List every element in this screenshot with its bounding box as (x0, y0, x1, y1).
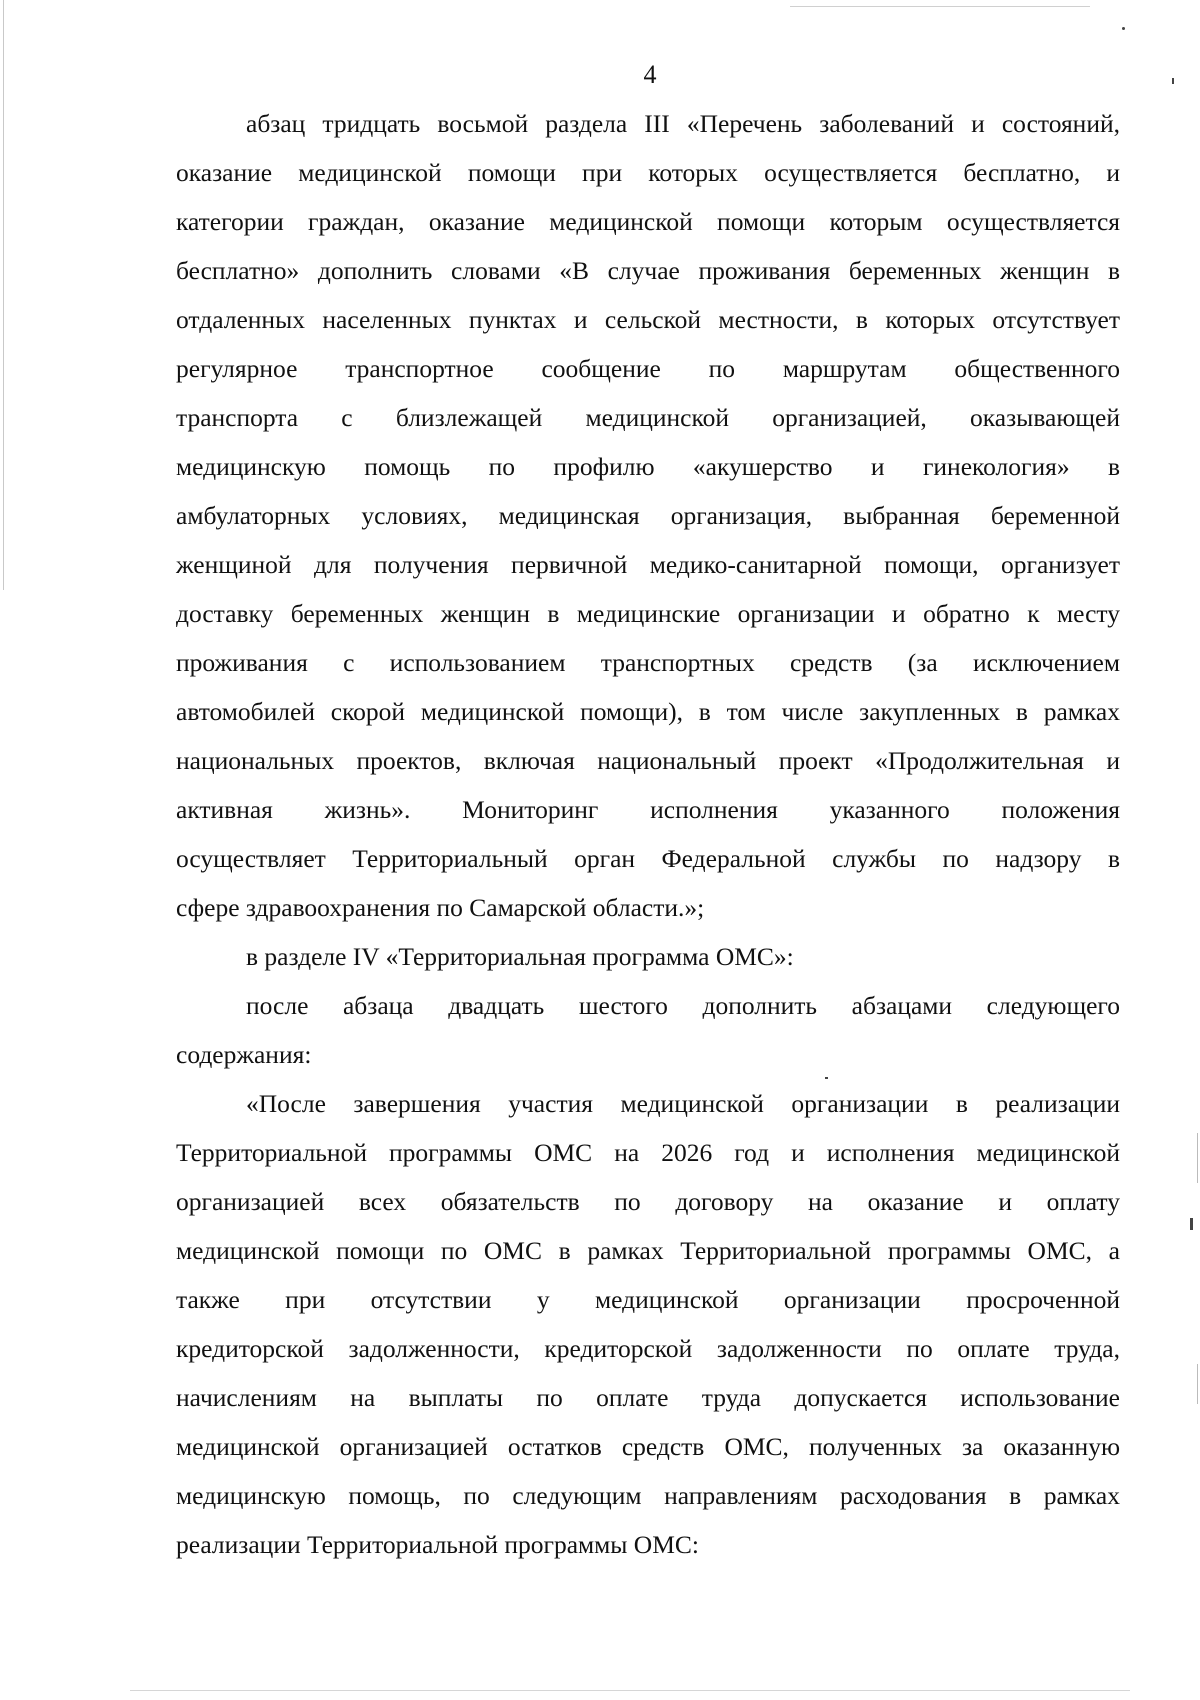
text-line: в разделе IV «Территориальная программа ОМС»: (246, 942, 794, 971)
text-line: категории граждан, оказание медицинской помощи которым осуществляется (176, 207, 1120, 236)
text-line: «После завершения участия медицинской организации в реализации (246, 1089, 1120, 1118)
text-line: медицинскую помощь, по следующим направлениям расходования в рамках (176, 1481, 1120, 1510)
page-number: 4 (643, 60, 657, 89)
text-line: отдаленных населенных пунктах и сельской местности, в которых отсутствует (176, 305, 1120, 334)
text-line: содержания: (176, 1040, 312, 1069)
text-line: начислениям на выплаты по оплате труда допускается использование (176, 1383, 1120, 1412)
text-line: кредиторской задолженности, кредиторской задолженности по оплате труда, (176, 1334, 1120, 1363)
text-line: автомобилей скорой медицинской помощи), в том числе закупленных в рамках (176, 697, 1120, 726)
text-line: бесплатно» дополнить словами «В случае проживания беременных женщин в (176, 256, 1120, 285)
text-line: сфере здравоохранения по Самарской области.»; (176, 893, 705, 922)
text-line: абзац тридцать восьмой раздела III «Перечень заболеваний и состояний, (246, 109, 1120, 138)
text-line: оказание медицинской помощи при которых осуществляется бесплатно, и (176, 158, 1120, 187)
text-line: также при отсутствии у медицинской организации просроченной (176, 1285, 1120, 1314)
paragraph (176, 981, 1120, 1079)
text-line: транспорта с близлежащей медицинской организацией, оказывающей (176, 403, 1120, 432)
text-line: проживания с использованием транспортных средств (за исключением (176, 648, 1120, 677)
paragraph (176, 1079, 1120, 1569)
text-line: активная жизнь». Мониторинг исполнения указанного положения (176, 795, 1120, 824)
text-line: осуществляет Территориальный орган Федеральной службы по надзору в (176, 844, 1120, 873)
scan-edge-top (790, 6, 1090, 7)
text-line: после абзаца двадцать шестого дополнить абзацами следующего (246, 991, 1120, 1020)
text-line: регулярное транспортное сообщение по маршрутам общественного (176, 354, 1120, 383)
text-line: женщиной для получения первичной медико-санитарной помощи, организует (176, 550, 1120, 579)
text-line: доставку беременных женщин в медицинские организации и обратно к месту (176, 599, 1120, 628)
text-line: медицинской организацией остатков средств ОМС, полученных за оказанную (176, 1432, 1120, 1461)
text-line: Территориальной программы ОМС на 2026 год и исполнения медицинской (176, 1138, 1120, 1167)
text-line: национальных проектов, включая национальный проект «Продолжительная и (176, 746, 1120, 775)
scan-speck (1197, 1364, 1198, 1404)
text-line: амбулаторных условиях, медицинская организация, выбранная беременной (176, 501, 1120, 530)
scan-edge-bottom (130, 1690, 1130, 1691)
text-line: реализации Территориальной программы ОМС: (176, 1530, 699, 1559)
text-line: организацией всех обязательств по договору на оказание и оплату (176, 1187, 1120, 1216)
paragraph (176, 932, 1120, 981)
scan-speck (1190, 1218, 1193, 1230)
text-line: медицинскую помощь по профилю «акушерство и гинекология» в (176, 452, 1120, 481)
text-line: медицинской помощи по ОМС в рамках Территориальной программы ОМС, а (176, 1236, 1120, 1265)
paragraph (176, 99, 1120, 932)
scan-speck (1122, 27, 1125, 30)
document-body (176, 99, 1120, 1569)
scan-speck (1197, 1133, 1198, 1183)
